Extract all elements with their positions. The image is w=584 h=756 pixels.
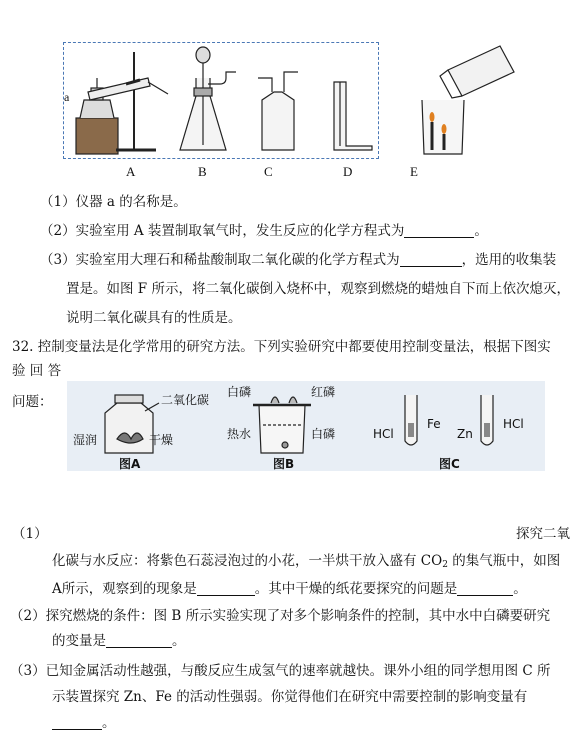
fig-c-zn-label: Zn [457,427,473,441]
fig-b-white-phosphorus-label: 白磷 [227,385,252,399]
q32-s1-number: （1） [12,526,48,542]
answer-blank[interactable] [197,581,255,596]
q32-s1-line-3: A所示，观察到的现象是 。其中干燥的纸花要探究的问题是 。 [52,581,527,597]
apparatus-part-a-label: a [64,90,70,104]
fig-b-white-phosphorus-label-2: 白磷 [311,427,336,441]
apparatus-a-drawing [76,52,168,154]
fig-a-co2-label: 二氧化碳 [161,393,210,407]
fig-b-caption: 图B [273,457,295,471]
apparatus-label-c: C [264,164,273,179]
apparatus-label-e: E [410,164,418,179]
answer-blank[interactable] [457,581,513,596]
apparatus-label-b: B [198,164,207,179]
fig-b-hot-water-label: 热水 [227,427,252,441]
q32-intro-line-2: 验 回 答 [12,363,62,379]
fig-a-dry-label: 干燥 [149,433,174,447]
q32-s1-right-text: 探究二氧 [516,526,570,542]
q32-s3-line-1: （3）已知金属活动性越强，与酸反应生成氢气的速率就越快。课外小组的同学想用图 C 所 [10,663,551,679]
answer-blank[interactable] [106,633,172,648]
control-variable-figure [67,381,545,471]
fig-c-fe-label: Fe [427,417,441,431]
fig-a-wet-label: 湿润 [73,433,98,447]
q32-s3-line-2: 示装置探究 Zn、Fe 的活动性强弱。你觉得他们在研究中需要控制的影响变量有 [52,689,528,705]
apparatus-label-a: A [126,164,136,179]
q31-line-2: （2）实验室用 A 装置制取氧气时，发生反应的化学方程式为 。 [40,223,488,239]
fig-c-hcl-label-2: HCl [503,417,524,431]
fig-c-hcl-label-1: HCl [373,427,394,441]
q32-s3-line-3: 。 [52,714,116,732]
q31-line-1: （1）仪器 a 的名称是。 [40,194,187,210]
fig-a-caption: 图A [119,457,141,471]
q32-s2-line-2: 的变量是 。 [52,633,186,649]
apparatus-c-drawing [258,72,298,150]
apparatus-label-d: D [343,164,353,179]
q32-intro-line-1: 32. 控制变量法是化学常用的研究方法。下列实验研究中都要使用控制变量法，根据下图实 [12,339,551,355]
q32-s1-line-2: 化碳与水反应：将紫色石蕊浸泡过的小花，一半烘干放入盛有 $CO_2$ 的集气瓶中，如图 [52,553,561,570]
answer-blank[interactable] [52,715,102,730]
apparatus-e-drawing [422,46,514,154]
q31-line-4: 置是。如图 F 所示，将二氧化碳倒入烧杯中，观察到燃烧的蜡烛自下而上依次熄灭， [66,281,570,297]
q31-line-3: （3）实验室用大理石和稀盐酸制取二氧化碳的化学方程式为 ，选用的收集装 [40,252,557,268]
fig-c-caption: 图C [439,457,460,471]
q32-s2-line-1: （2）探究燃烧的条件：图 B 所示实验实现了对多个影响条件的控制，其中水中白磷要研究 [10,608,551,624]
fig-b-red-phosphorus-label: 红磷 [311,385,336,399]
apparatus-d-drawing [334,82,372,150]
q32-intro-line-3: 问题： [12,394,53,410]
q31-line-5: 说明二氧化碳具有的性质是。 [66,310,242,326]
apparatus-figure [0,0,584,175]
apparatus-b-drawing [180,47,236,150]
answer-blank[interactable] [404,223,474,238]
answer-blank[interactable] [400,252,462,267]
